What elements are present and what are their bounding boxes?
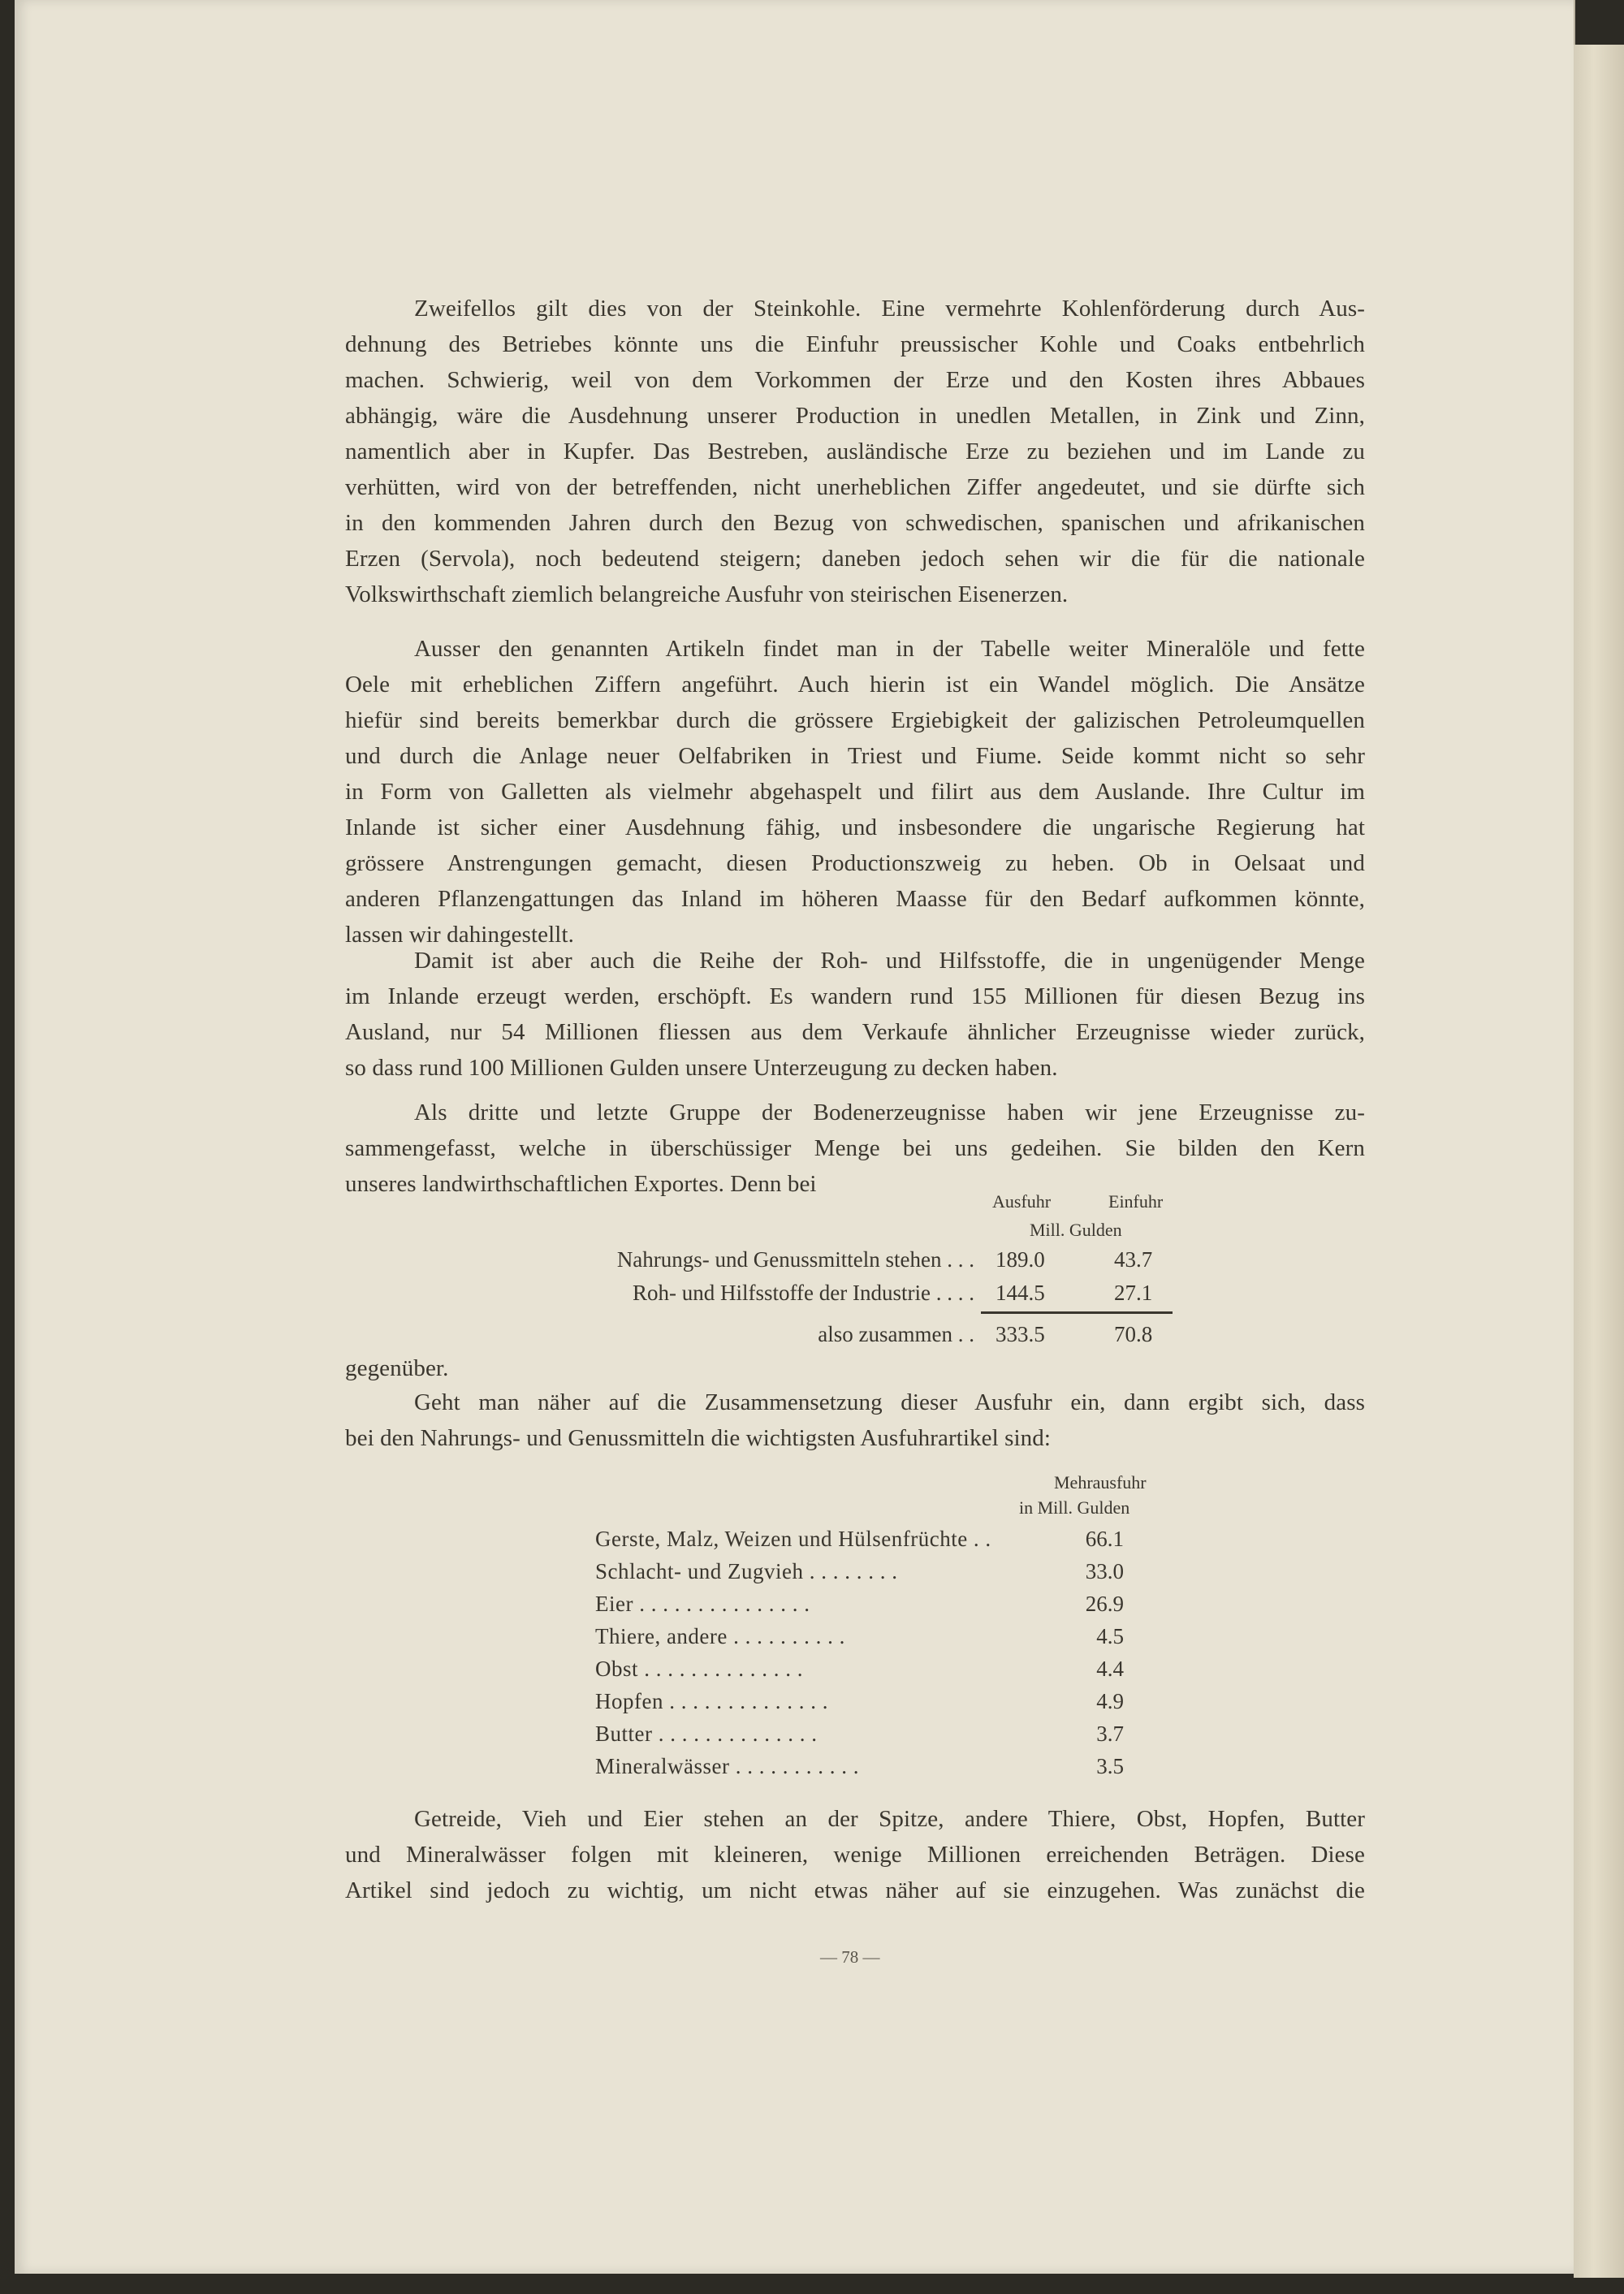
text-line: grössere Anstrengungen gemacht, diesen Productionszweig zu heben. Ob in Oelsaat und — [345, 850, 1365, 876]
t1-row-ausfuhr: 144.5 — [996, 1281, 1045, 1305]
text-line: in Form von Galletten als vielmehr abgehaspelt und filirt aus dem Auslande. Ihre Cultur im — [345, 779, 1365, 805]
t2-row-value: 66.1 — [1085, 1527, 1124, 1551]
text-line: Als dritte und letzte Gruppe der Bodenerzeugnisse haben wir jene Erzeugnisse zu- — [414, 1099, 1365, 1125]
t1-row-ausfuhr: 189.0 — [996, 1247, 1045, 1272]
t2-row-value: 3.5 — [1096, 1754, 1124, 1778]
t2-row-value: 4.9 — [1096, 1689, 1124, 1713]
text-line: lassen wir dahingestellt. — [345, 922, 574, 948]
text-line: verhütten, wird von der betreffenden, nicht unerheblichen Ziffer angedeutet, und sie dürfte sich — [345, 474, 1365, 500]
t1-row-label: Roh- und Hilfsstoffe der Industrie . . . . — [633, 1281, 974, 1305]
t2-row-label: Eier . . . . . . . . . . . . . . . — [595, 1592, 810, 1616]
page-number: — 78 — — [820, 1947, 880, 1967]
t1-unit: Mill. Gulden — [1030, 1220, 1122, 1240]
t2-row-value: 3.7 — [1096, 1722, 1124, 1746]
sum-rule — [981, 1311, 1173, 1314]
t1-header-einfuhr: Einfuhr — [1108, 1191, 1164, 1212]
text-line: Geht man näher auf die Zusammensetzung dieser Ausfuhr ein, dann ergibt sich, dass — [414, 1389, 1365, 1415]
text-line: Inlande ist sicher einer Ausdehnung fähig, und insbesondere die ungarische Regierung hat — [345, 814, 1365, 840]
text-line: Ausland, nur 54 Millionen fliessen aus dem Verkaufe ähnlicher Erzeugnisse wieder zurück, — [345, 1019, 1365, 1045]
text-line: namentlich aber in Kupfer. Das Bestreben, ausländische Erze zu beziehen und im Lande zu — [345, 438, 1365, 464]
t1-row-label: Nahrungs- und Genussmitteln stehen . . . — [616, 1247, 974, 1272]
t1-total-ausfuhr: 333.5 — [996, 1322, 1045, 1346]
text-line: abhängig, wäre die Ausdehnung unserer Production in unedlen Metallen, in Zink und Zinn, — [345, 403, 1365, 429]
t1-total-einfuhr: 70.8 — [1114, 1322, 1153, 1346]
text-line: Zweifellos gilt dies von der Steinkohle. Eine vermehrte Kohlenförderung durch Aus- — [414, 296, 1365, 322]
t1-row-einfuhr: 43.7 — [1114, 1247, 1153, 1272]
text-line: bei den Nahrungs- und Genussmitteln die wichtigsten Ausfuhrartikel sind: — [345, 1425, 1052, 1451]
t2-row-value: 26.9 — [1085, 1592, 1124, 1616]
text-line: in den kommenden Jahren durch den Bezug von schwedischen, spanischen und afrikanischen — [345, 510, 1365, 536]
t2-row-label: Gerste, Malz, Weizen und Hülsenfrüchte . . — [595, 1527, 991, 1551]
t2-row-value: 4.4 — [1096, 1657, 1124, 1681]
text-line: Volkswirthschaft ziemlich belangreiche Ausfuhr von steirischen Eisenerzen. — [345, 581, 1069, 607]
text-line: unseres landwirthschaftlichen Exportes. Denn bei — [345, 1171, 817, 1197]
text-line: Getreide, Vieh und Eier stehen an der Spitze, andere Thiere, Obst, Hopfen, Butter — [414, 1806, 1365, 1832]
text-line: Artikel sind jedoch zu wichtig, um nicht etwas näher auf sie einzugehen. Was zunächst die — [345, 1877, 1365, 1903]
text-line: und Mineralwässer folgen mit kleineren, wenige Millionen erreichenden Beträgen. Diese — [345, 1842, 1365, 1868]
t2-header1: Mehrausfuhr — [1054, 1472, 1147, 1493]
t2-row-label: Butter . . . . . . . . . . . . . . — [595, 1722, 818, 1746]
text-line: und durch die Anlage neuer Oelfabriken in Triest und Fiume. Seide kommt nicht so sehr — [345, 743, 1365, 769]
text-line: Damit ist aber auch die Reihe der Roh- und Hilfsstoffe, die in ungenügender Menge — [414, 948, 1365, 974]
text-line: so dass rund 100 Millionen Gulden unsere Unterzeugung zu decken haben. — [345, 1055, 1058, 1081]
t1-total-label: also zusammen . . — [818, 1322, 974, 1346]
t2-row-label: Mineralwässer . . . . . . . . . . . — [595, 1754, 859, 1778]
text-line: gegenüber. — [345, 1355, 449, 1381]
text-line: anderen Pflanzengattungen das Inland im höheren Maasse für den Bedarf aufkommen könnte, — [345, 886, 1365, 912]
t1-row-einfuhr: 27.1 — [1114, 1281, 1153, 1305]
text-line: machen. Schwierig, weil von dem Vorkommen der Erze und den Kosten ihres Abbaues — [345, 367, 1365, 393]
t1-header-ausfuhr: Ausfuhr — [992, 1191, 1052, 1212]
next-page-edge — [1574, 45, 1624, 2278]
text-line: im Inlande erzeugt werden, erschöpft. Es wandern rund 155 Millionen für diesen Bezug ins — [345, 983, 1365, 1009]
t2-row-label: Obst . . . . . . . . . . . . . . — [595, 1657, 804, 1681]
text-line: Oele mit erheblichen Ziffern angeführt. Auch hierin ist ein Wandel möglich. Die Ansätze — [345, 672, 1365, 698]
t2-header2: in Mill. Gulden — [1019, 1497, 1130, 1518]
t2-row-label: Thiere, andere . . . . . . . . . . — [595, 1624, 845, 1648]
text-line: Ausser den genannten Artikeln findet man in der Tabelle weiter Mineralöle und fette — [414, 636, 1365, 662]
t2-row-label: Schlacht- und Zugvieh . . . . . . . . — [595, 1559, 898, 1583]
t2-row-value: 4.5 — [1096, 1624, 1124, 1648]
t2-row-label: Hopfen . . . . . . . . . . . . . . — [595, 1689, 828, 1713]
text-line: Erzen (Servola), noch bedeutend steigern; daneben jedoch sehen wir die für die nationale — [345, 546, 1365, 572]
text-line: dehnung des Betriebes könnte uns die Einfuhr preussischer Kohle und Coaks entbehrlich — [345, 331, 1365, 357]
t2-row-value: 33.0 — [1085, 1559, 1124, 1583]
text-line: hiefür sind bereits bemerkbar durch die grössere Ergiebigkeit der galizischen Petroleumquellen — [345, 707, 1365, 733]
text-line: sammengefasst, welche in überschüssiger Menge bei uns gedeihen. Sie bilden den Kern — [345, 1135, 1365, 1161]
